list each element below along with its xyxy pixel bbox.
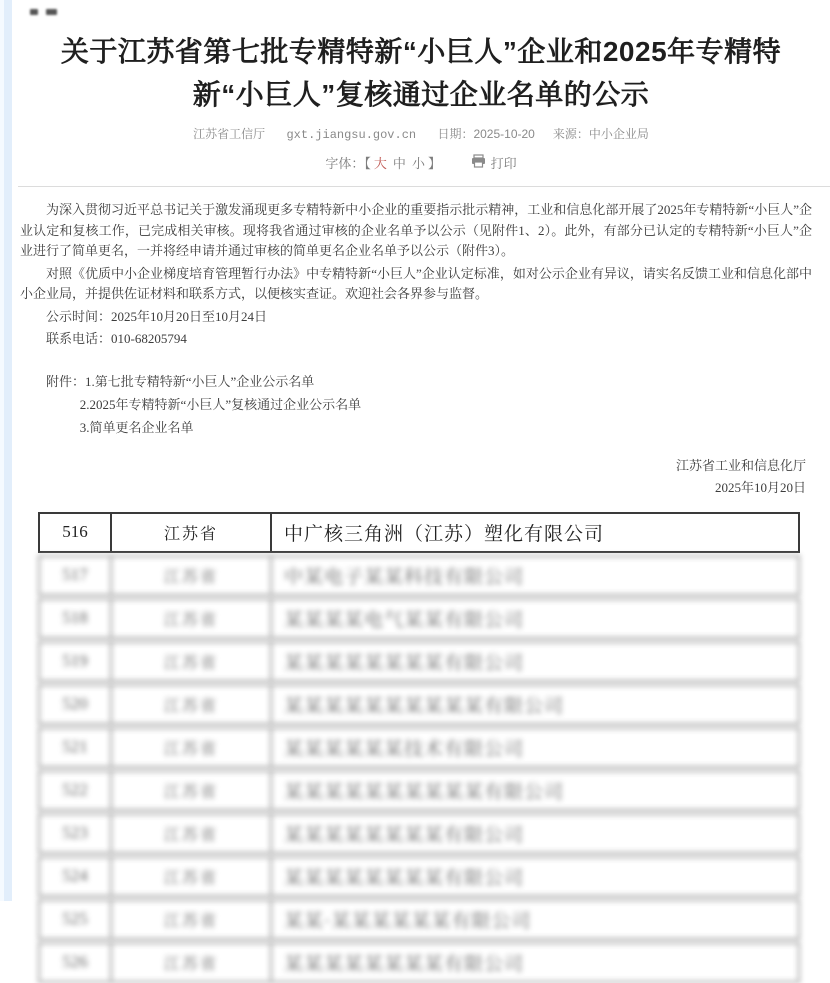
row-seq-number: 525	[40, 901, 112, 938]
row-province: 江苏省	[112, 944, 272, 981]
row-seq-number: 518	[40, 600, 112, 637]
meta-date: 日期：2025-10-20	[437, 127, 535, 141]
row-province: 江苏省	[112, 514, 272, 551]
table-row	[38, 641, 800, 682]
row-province: 江苏省	[112, 858, 272, 895]
contact-phone: 联系电话：010-68205794	[46, 331, 187, 346]
attachment-link-3[interactable]: 3.简单更名企业名单	[79, 419, 194, 435]
print-button[interactable]	[471, 153, 517, 172]
table-row	[38, 684, 800, 725]
row-province: 江苏省	[112, 600, 272, 637]
page-title: 关于江苏省第七批专精特新“小巨人”企业和2025年专精特新“小巨人”复核通过企业名单的公示	[60, 36, 782, 110]
row-company-name: 某某某某某某某某有限公司	[284, 953, 525, 975]
row-province: 江苏省	[112, 557, 272, 594]
attachments-label: 附件：	[46, 373, 86, 389]
table-row	[38, 899, 800, 940]
font-size-label: 字体：【	[325, 156, 371, 171]
meta-website: gxt.jiangsu.gov.cn	[286, 128, 417, 142]
paragraph-objection: 对照《优质中小企业梯度培育管理暂行办法》中专精特新“小巨人”企业认定标准，如对公示企业有异议，请实名反馈工业和信息化部中小企业局，并提供佐证材料和联系方式，以便核实查证。欢迎社会各界参与监督。	[20, 265, 812, 301]
row-company-name: 中广核三角洲（江苏）塑化有限公司	[284, 523, 605, 545]
article-meta	[12, 125, 830, 142]
font-size-medium-button[interactable]: 中	[392, 156, 406, 171]
row-province: 江苏省	[112, 643, 272, 680]
table-row	[38, 598, 800, 639]
row-seq-number: 526	[40, 944, 112, 981]
row-company-name: 中某电子某某科技有限公司	[284, 566, 525, 588]
meta-source: 来源：中小企业局	[552, 127, 649, 141]
attachment-item-2	[20, 393, 812, 416]
signature-org: 江苏省工业和信息化厅	[675, 457, 806, 473]
attachment-link-2[interactable]: 2.2025年专精特新“小巨人”复核通过企业公示名单	[79, 396, 362, 412]
font-size-toolbar	[12, 153, 830, 172]
signature-date: 2025年10月20日	[714, 479, 806, 495]
row-province: 江苏省	[112, 686, 272, 723]
printer-icon	[471, 154, 491, 171]
table-row	[38, 813, 800, 854]
row-company-name: 某某某某某某某某有限公司	[284, 652, 525, 674]
page-left-margin-strip	[0, 0, 12, 901]
row-seq-number: 524	[40, 858, 112, 895]
table-row	[38, 942, 800, 983]
row-company-name: 某某某某电气某某有限公司	[284, 609, 525, 631]
attachments-list	[20, 370, 812, 439]
attachment-link-1[interactable]: 1.第七批专精特新“小巨人”企业公示名单	[85, 373, 315, 389]
font-size-large-button[interactable]: 大	[373, 156, 387, 171]
row-seq-number: 523	[40, 815, 112, 852]
row-seq-number: 520	[40, 686, 112, 723]
row-company-name: 某某某某某某某某某某有限公司	[284, 695, 565, 717]
row-seq-number: 521	[40, 729, 112, 766]
table-row	[38, 512, 800, 553]
row-seq-number: 522	[40, 772, 112, 809]
table-row	[38, 856, 800, 897]
print-label: 打印	[490, 156, 517, 171]
table-row	[38, 727, 800, 768]
row-province: 江苏省	[112, 815, 272, 852]
row-company-name: 某某某某某某某某有限公司	[284, 867, 525, 889]
row-seq-number: 519	[40, 643, 112, 680]
row-company-name: 某某某某某某某某有限公司	[284, 824, 525, 846]
announcement-page	[12, 0, 830, 975]
row-province: 江苏省	[112, 772, 272, 809]
table-row	[38, 770, 800, 811]
font-size-small-button[interactable]: 小	[411, 156, 425, 171]
company-table	[38, 512, 800, 983]
attachment-item-1	[20, 370, 812, 393]
row-seq-number: 516	[40, 514, 112, 551]
signature-block	[12, 455, 806, 499]
row-company-name: 某某某某某某某某某某有限公司	[284, 781, 565, 803]
font-size-label-close: 】	[427, 156, 441, 171]
header-divider	[18, 186, 830, 187]
row-company-name: 某某某某某某技术有限公司	[284, 738, 525, 760]
meta-agency: 江苏省工信厅	[193, 127, 266, 141]
row-province: 江苏省	[112, 901, 272, 938]
table-row	[38, 555, 800, 596]
row-company-name: 某某·某某某某某某有限公司	[284, 910, 532, 932]
row-province: 江苏省	[112, 729, 272, 766]
publicity-period: 公示时间：2025年10月20日至10月24日	[46, 308, 268, 324]
paragraph-intro: 为深入贯彻习近平总书记关于激发涌现更多专精特新中小企业的重要指示批示精神，工业和信息化部开展了2025年专精特新“小巨人”企业认定和复核工作，已完成相关审核。现将我省通过审核的企业名单予以公示（见附件1、2）。此外，有部分已认定的专精特新“小巨人”企业进行了简单更名，一并将经申请并通过审核的简单更名企业名单予以公示（附件3）。	[20, 202, 812, 258]
announcement-body	[20, 200, 812, 350]
attachment-item-3	[20, 416, 812, 439]
row-seq-number: 517	[40, 557, 112, 594]
